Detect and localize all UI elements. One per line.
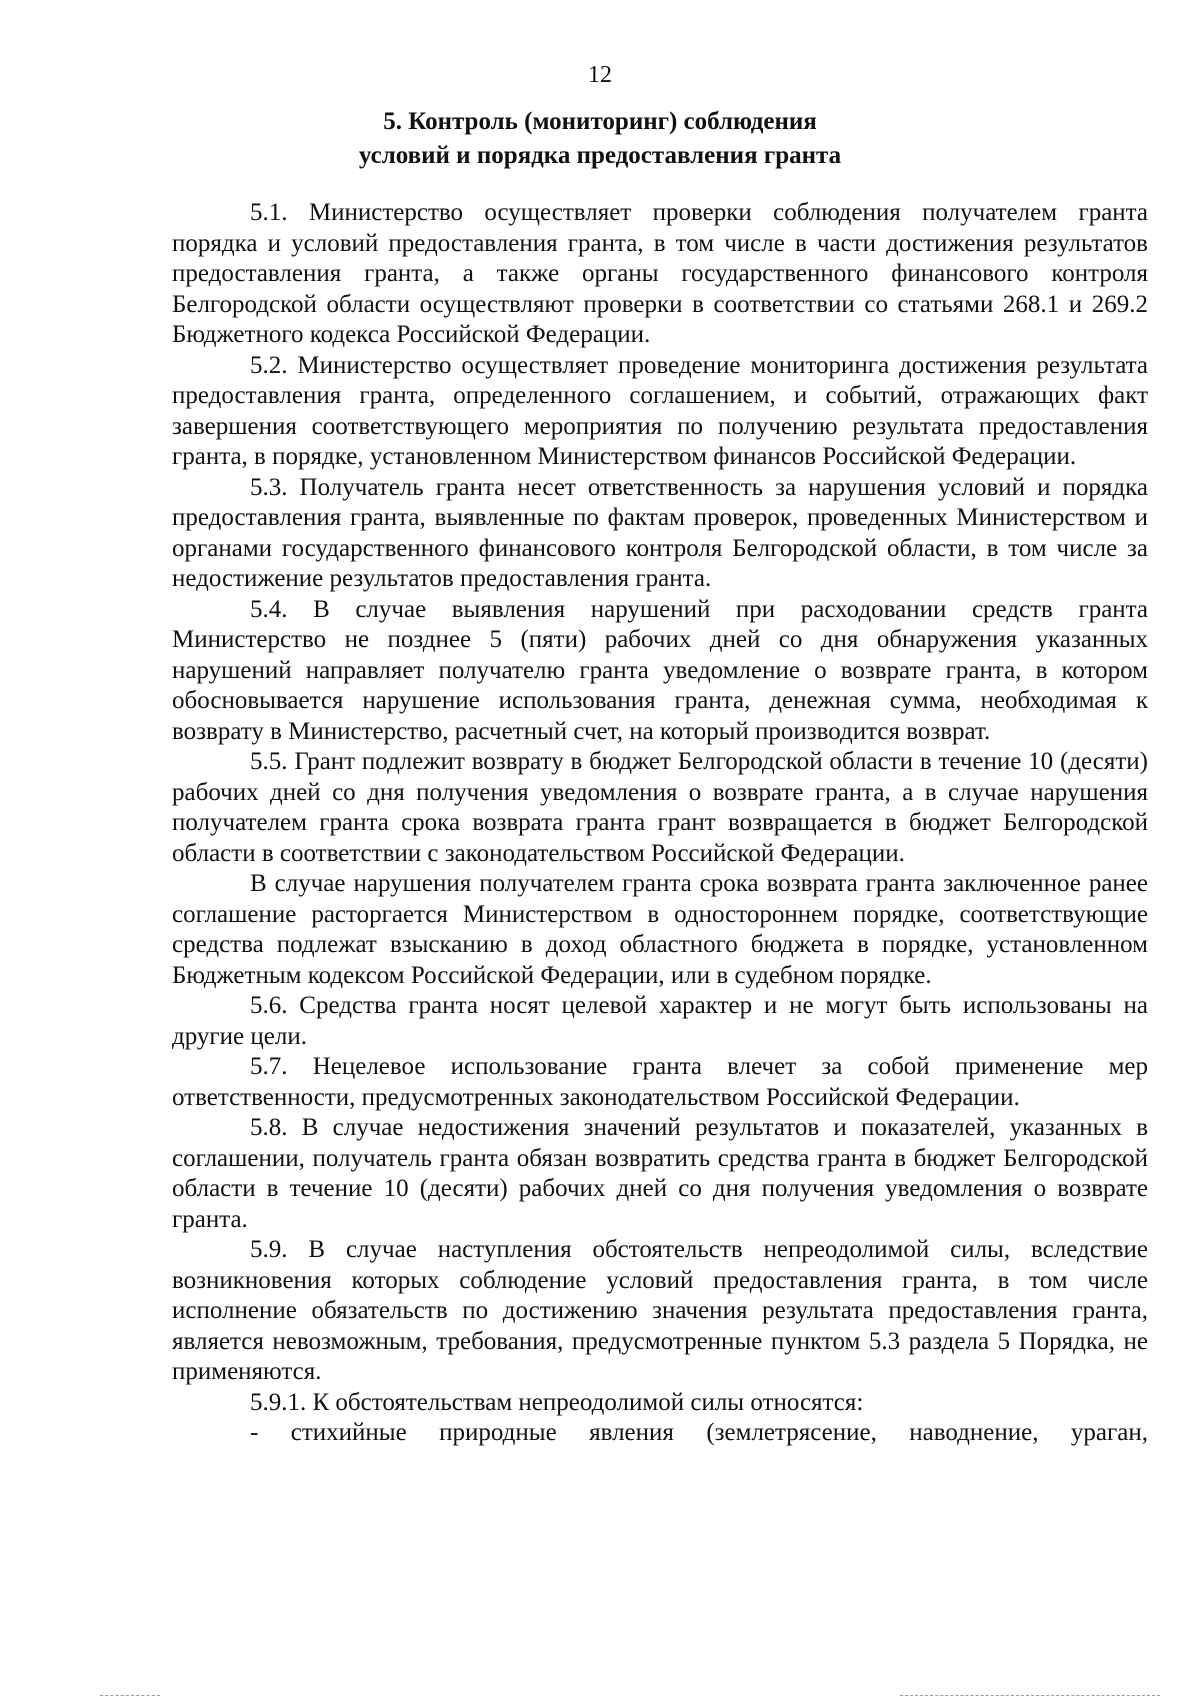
paragraph-5-1: 5.1. Министерство осуществляет проверки соблюдения получателем гранта порядка и условий предоставления гранта, в том числе в части достижения результатов предоставления гранта, а также органы государственного финансового контроля Белгородской области осуществляют проверки в соответствии со статьями 268.1 и 269.2 Бюджетного кодекса Российской Федерации. xyxy=(172,199,1148,348)
paragraph-5-9-1: 5.9.1. К обстоятельствам непреодолимой силы относятся: xyxy=(250,1388,864,1416)
paragraph-5-2: 5.2. Министерство осуществляет проведение мониторинга достижения результата предоставления гранта, определенного соглашением, и событий, отражающих факт завершения соответствующего мероприятия по получению результата предоставления гранта, в порядке, установленном Министерством финансов Российской Федерации. xyxy=(172,351,1148,470)
paragraph-5-9: 5.9. В случае наступления обстоятельств непреодолимой силы, вследствие возникновения которых соблюдение условий предоставления гранта, в том числе исполнение обязательств по достижению значения результата предоставления гранта, является невозможным, требования, предусмотренные пунктом 5.3 раздела 5 Порядка, не применяются. xyxy=(172,1236,1148,1385)
list-item-natural-phenomena: - стихийные природные явления (землетрясение, наводнение, ураган, xyxy=(250,1419,1148,1446)
section-title xyxy=(0,105,1200,173)
paragraph-5-4: 5.4. В случае выявления нарушений при расходовании средств гранта Министерство не позднее 5 (пяти) рабочих дней со дня обнаружения указанных нарушений направляет получателю гранта уведомление о возврате гранта, в котором обосновывается нарушение использования гранта, денежная сумма, необходимая к возврату в Министерство, расчетный счет, на который производится возврат. xyxy=(172,595,1148,745)
footer-rule-left xyxy=(100,1695,160,1696)
paragraph-5-6: 5.6. Средства гранта носят целевой характер и не могут быть использованы на другие цели. xyxy=(172,992,1148,1050)
footer-rule-right xyxy=(900,1695,1160,1696)
body-text xyxy=(172,198,1148,1449)
section-title-line-2: условий и порядка предоставления гранта xyxy=(358,142,842,169)
paragraph-5-5: 5.5. Грант подлежит возврату в бюджет Белгородской области в течение 10 (десяти) рабочих дней со дня получения уведомления о возврате гранта, а в случае нарушения получателем гранта срока возврата гранта грант возвращается в бюджет Белгородской области в соответствии с законодательством Российской Федерации. xyxy=(172,748,1148,867)
paragraph-5-5-continued: В случае нарушения получателем гранта срока возврата гранта заключенное ранее соглашение расторгается Министерством в одностороннем порядке, соответствующие средства подлежат взысканию в доход областного бюджета в порядке, установленном Бюджетным кодексом Российской Федерации, или в судебном порядке. xyxy=(172,870,1148,989)
page-number: 12 xyxy=(588,62,612,88)
paragraph-5-3: 5.3. Получатель гранта несет ответственность за нарушения условий и порядка предоставления гранта, выявленные по фактам проверок, проведенных Министерством и органами государственного финансового контроля Белгородской области, в том числе за недостижение результатов предоставления гранта. xyxy=(172,473,1148,592)
paragraph-5-7: 5.7. Нецелевое использование гранта влечет за собой применение мер ответственности, предусмотренных законодательством Российской Федерации. xyxy=(172,1053,1148,1111)
paragraph-5-8: 5.8. В случае недостижения значений результатов и показателей, указанных в соглашении, получатель гранта обязан возвратить средства гранта в бюджет Белгородской области в течение 10 (десяти) рабочих дней со дня получения уведомления о возврате гранта. xyxy=(172,1114,1148,1233)
section-title-line-1: 5. Контроль (мониторинг) соблюдения xyxy=(383,108,817,135)
